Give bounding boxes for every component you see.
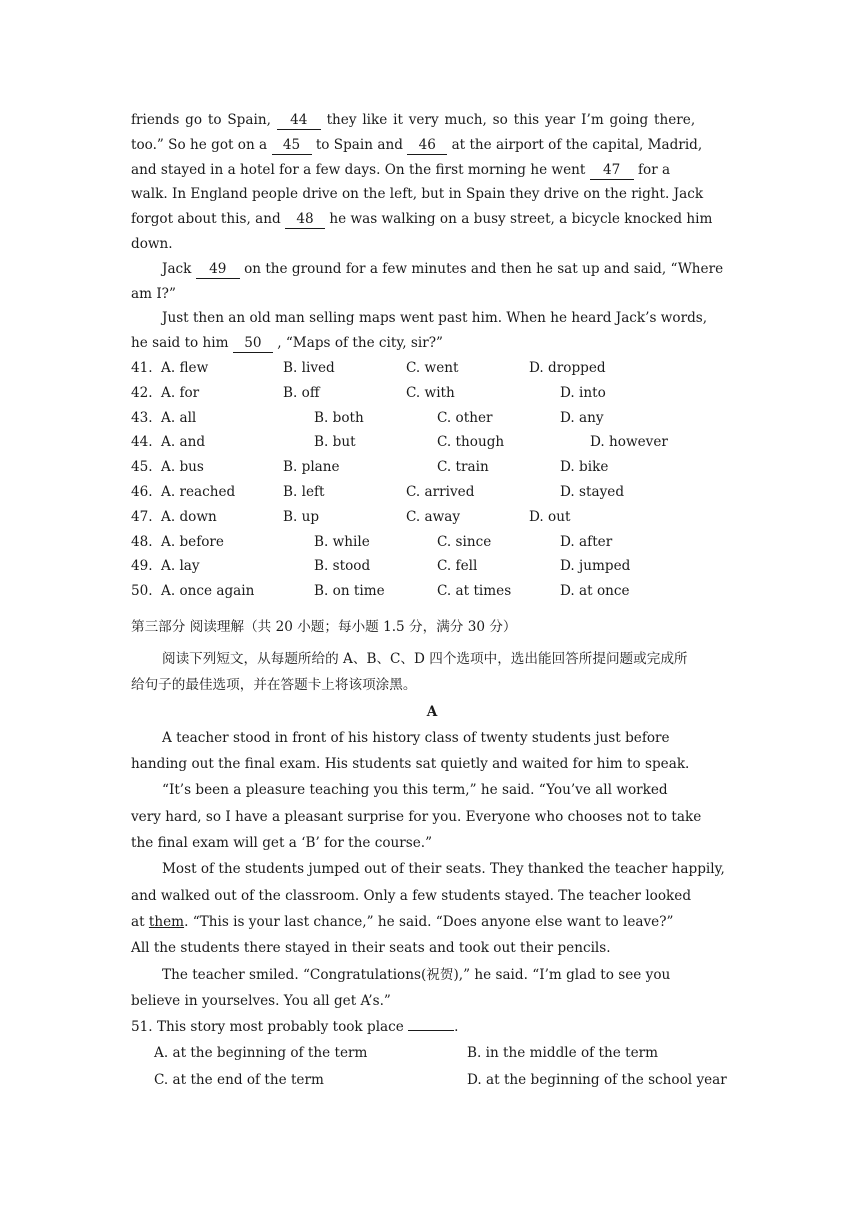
option-c: C. though: [437, 434, 505, 451]
passage-line: friends go to Spain, 44 they like it very much, so this year I’m going there,: [131, 112, 696, 128]
passage-line: believe in yourselves. You all get A’s.”: [131, 992, 391, 1009]
option-row: [131, 381, 733, 406]
passage-heading: A: [426, 703, 438, 720]
question-number: 42.: [131, 384, 153, 401]
passage-line: down.: [131, 235, 173, 252]
option-d: D. at the beginning of the school year: [467, 1072, 727, 1089]
option-row: [131, 480, 733, 505]
passage-line: and stayed in a hotel for a few days. On the first morning he went 47 for a: [131, 161, 671, 178]
passage-line: Most of the students jumped out of their seats. They thanked the teacher happily,: [162, 861, 725, 878]
option-row: [131, 356, 733, 381]
question-options: [131, 1040, 733, 1067]
question-number: 49.: [131, 558, 153, 575]
question-number: 45.: [131, 459, 153, 476]
passage-line: too.” So he got on a 45 to Spain and 46 at the airport of the capital, Madrid,: [131, 136, 703, 153]
question-number: 47.: [131, 508, 153, 525]
blank-46: 46: [407, 137, 447, 155]
blank-47: 47: [590, 162, 634, 180]
blank-50: 50: [233, 335, 273, 353]
question-options: [131, 1067, 733, 1094]
passage-line: at them. “This is your last chance,” he said. “Does anyone else want to leave?”: [131, 913, 674, 930]
option-b: B. plane: [283, 459, 340, 476]
question-number: 46.: [131, 483, 153, 500]
option-b: B. while: [314, 533, 370, 550]
passage-line: the final exam will get a ‘B’ for the course.”: [131, 835, 433, 852]
passage-line: he said to him 50 , “Maps of the city, sir?”: [131, 335, 443, 352]
passage-line: “It’s been a pleasure teaching you this term,” he said. “You’ve all worked: [162, 782, 668, 799]
option-d: D. out: [529, 508, 571, 525]
option-a: A. once again: [161, 583, 255, 600]
blank-48: 48: [285, 211, 325, 229]
passage-line: am I?”: [131, 285, 176, 302]
option-b: B. both: [314, 409, 364, 426]
option-c: C. at times: [437, 583, 512, 600]
option-row: [131, 530, 733, 555]
question-stem: 51. This story most probably took place .: [131, 1019, 459, 1036]
option-b: B. stood: [314, 558, 371, 575]
question-number: 44.: [131, 434, 153, 451]
option-b: B. on time: [314, 583, 385, 600]
exam-page: [131, 108, 733, 1094]
passage-line: A teacher stood in front of his history class of twenty students just before: [162, 729, 670, 746]
option-b: B. up: [283, 508, 320, 525]
option-c: C. train: [437, 459, 489, 476]
answer-blank: [408, 1030, 454, 1031]
blank-49: 49: [196, 261, 240, 279]
option-a: A. for: [161, 384, 200, 401]
option-row: [131, 554, 733, 579]
option-b: B. left: [283, 483, 325, 500]
passage-line: handing out the final exam. His students sat quietly and waited for him to speak.: [131, 756, 690, 773]
option-b: B. but: [314, 434, 356, 451]
passage-line: and walked out of the classroom. Only a few students stayed. The teacher looked: [131, 887, 692, 904]
question-number: 50.: [131, 583, 153, 600]
option-d: D. however: [590, 434, 668, 451]
option-c: C. with: [406, 384, 455, 401]
option-d: D. bike: [560, 459, 609, 476]
option-c: C. other: [437, 409, 493, 426]
passage-line: very hard, so I have a pleasant surprise for you. Everyone who chooses not to take: [131, 808, 702, 825]
option-a: A. flew: [161, 359, 209, 376]
option-d: D. jumped: [560, 558, 631, 575]
option-a: A. before: [161, 533, 224, 550]
option-d: D. stayed: [560, 483, 625, 500]
option-row: [131, 406, 733, 431]
option-a: A. all: [161, 409, 197, 426]
option-a: A. bus: [161, 459, 204, 476]
option-c: C. away: [406, 508, 461, 525]
option-d: D. any: [560, 409, 604, 426]
instruction-line: 阅读下列短文，从每题所给的 A、B、C、D 四个选项中，选出能回答所提问题或完成所: [162, 650, 688, 667]
underlined-word: them: [148, 913, 185, 930]
option-d: D. after: [560, 533, 613, 550]
passage-line: forgot about this, and 48 he was walking on a busy street, a bicycle knocked him: [131, 211, 713, 228]
option-d: D. at once: [560, 583, 630, 600]
option-b: B. lived: [283, 359, 335, 376]
question-number: 48.: [131, 533, 153, 550]
option-c: C. since: [437, 533, 492, 550]
blank-45: 45: [272, 137, 312, 155]
question-number: 43.: [131, 409, 153, 426]
passage-line: All the students there stayed in their seats and took out their pencils.: [131, 940, 611, 957]
option-c: C. fell: [437, 558, 478, 575]
option-a: A. and: [161, 434, 206, 451]
option-row: [131, 455, 733, 480]
option-c: C. at the end of the term: [154, 1072, 324, 1089]
option-b: B. in the middle of the term: [467, 1045, 659, 1062]
blank-44: 44: [277, 112, 321, 130]
option-a: A. lay: [161, 558, 200, 575]
option-row: [131, 430, 733, 455]
option-d: D. dropped: [529, 359, 606, 376]
option-b: B. off: [283, 384, 320, 401]
passage-line: The teacher smiled. “Congratulations(祝贺),” he said. “I’m glad to see you: [162, 966, 671, 983]
option-a: A. down: [161, 508, 217, 525]
section-title: 第三部分 阅读理解（共 20 小题；每小题 1.5 分，满分 30 分）: [131, 618, 517, 635]
question-number: 41.: [131, 359, 153, 376]
instruction-line: 给句子的最佳选项，并在答题卡上将该项涂黑。: [131, 677, 417, 694]
option-row: [131, 505, 733, 530]
option-a: A. reached: [161, 483, 236, 500]
option-c: C. arrived: [406, 483, 475, 500]
passage-line: Just then an old man selling maps went past him. When he heard Jack’s words,: [162, 310, 708, 327]
cloze-options: [131, 356, 733, 604]
option-a: A. at the beginning of the term: [154, 1045, 368, 1062]
option-row: [131, 579, 733, 604]
passage-line: Jack 49 on the ground for a few minutes and then he sat up and said, “Where: [162, 260, 724, 277]
passage-line: walk. In England people drive on the left, but in Spain they drive on the right. Jack: [131, 186, 704, 203]
option-c: C. went: [406, 359, 459, 376]
option-d: D. into: [560, 384, 606, 401]
